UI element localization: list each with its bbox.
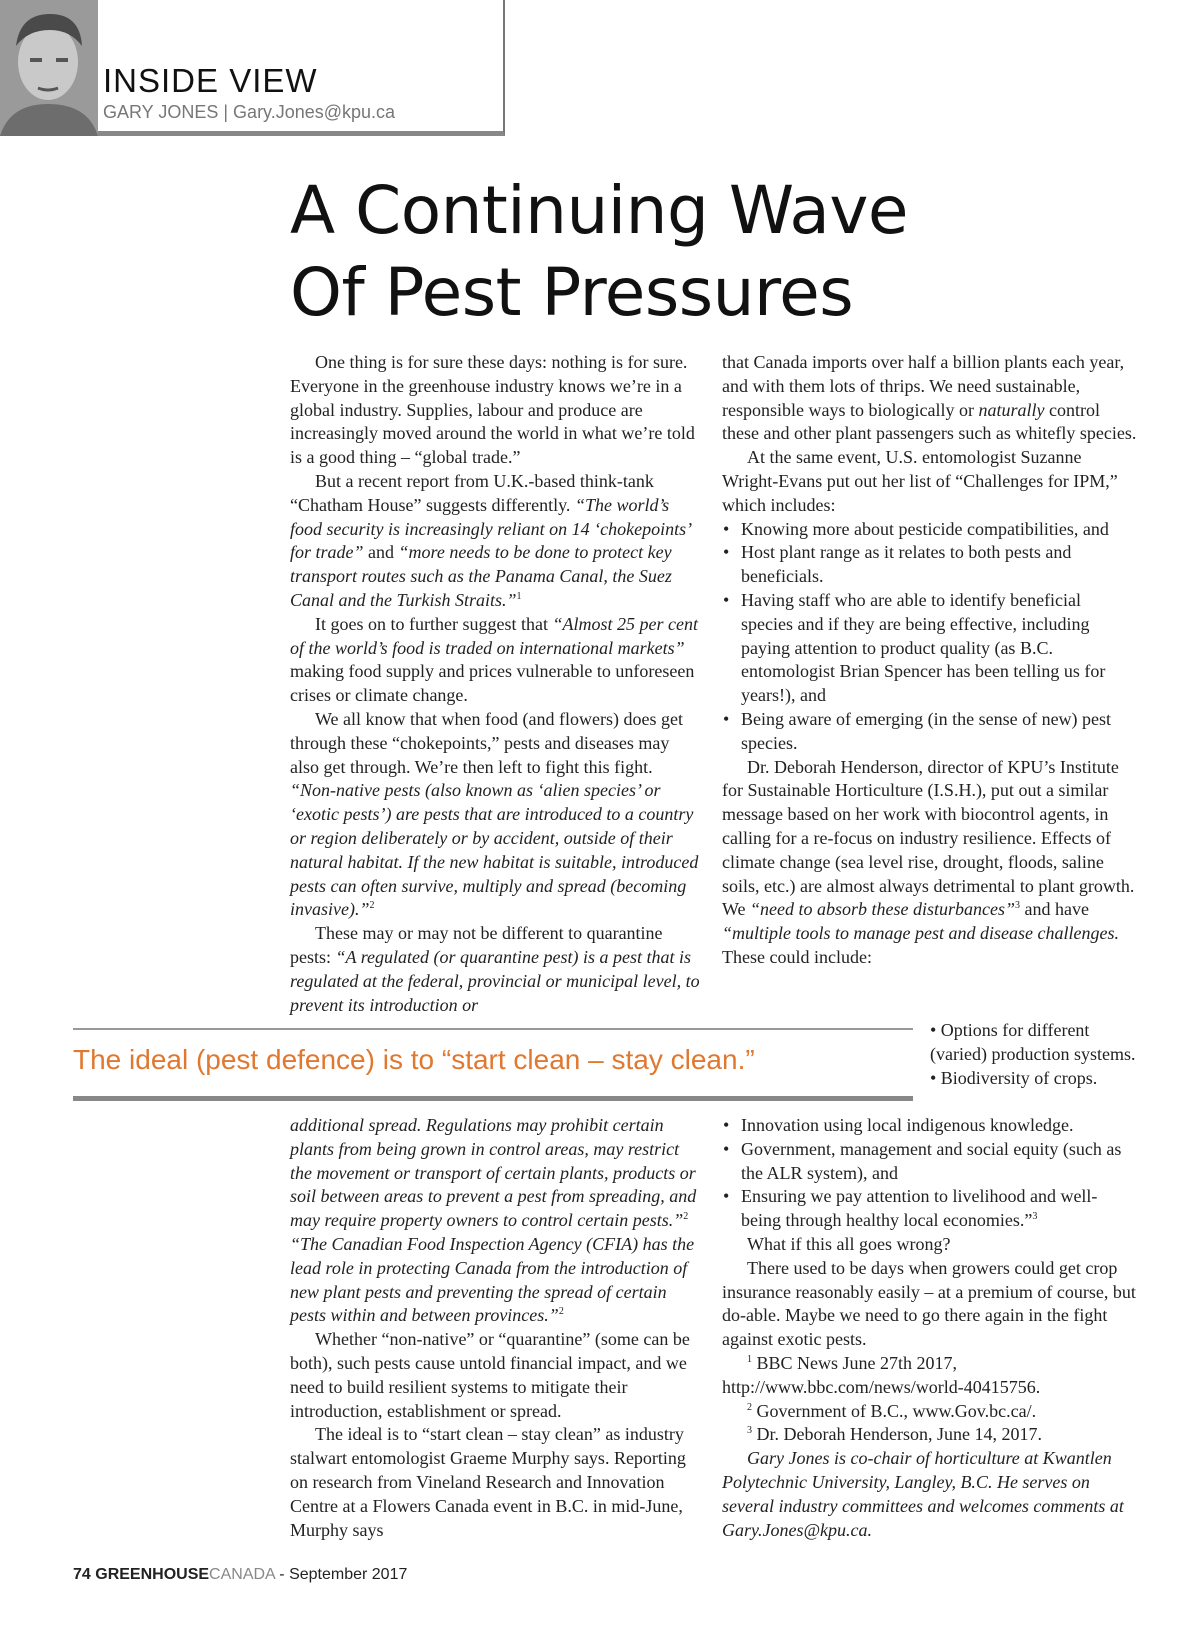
column-1-top [290, 351, 700, 1017]
paragraph: One thing is for sure these days: nothing is for sure. Everyone in the greenhouse industry knows we’re in a global industry. Supplies, labour and produce are increasingly moved around the world in what we’re told is a good thing – “global trade.” [290, 352, 695, 468]
paragraph: These may or may not be different to quarantine pests: “A regulated (or quarantine pest) is a pest that is regulated at the federal, provincial or municipal level, to prevent its introduction or [290, 923, 700, 1015]
paragraph: Whether “non-native” or “quarantine” (some can be both), such pests cause untold financial impact, and we need to build resilient systems to mitigate their introduction, establishment or spread. [290, 1329, 690, 1421]
list-item: • Having staff who are able to identify beneficial species and if they are being effective, including paying attention to product quality (as B.C. entomologist Brian Spencer has been telling us for years!), and [722, 589, 1137, 708]
paragraph: that Canada imports over half a billion plants each year, and with them lots of thrips. We need sustainable, responsible ways to biologically or naturally control these and other plant passengers such as whitefly species. [722, 352, 1137, 444]
author-byline: GARY JONES | Gary.Jones@kpu.ca [103, 102, 396, 122]
paragraph: What if this all goes wrong? [747, 1233, 951, 1254]
ipm-challenges-list [722, 518, 1137, 756]
magazine-name: GREENHOUSE [95, 1566, 210, 1583]
pull-quote-top-rule [73, 1028, 913, 1030]
list-item: • Knowing more about pesticide compatibilities, and [722, 518, 1137, 542]
paragraph: Dr. Deborah Henderson, director of KPU’s Institute for Sustainable Horticulture (I.S.H.), put out a similar message based on her work with biocontrol agents, in calling for a re-focus on industry resilience. Effects of climate change (sea level rise, drought, floods, saline soils, etc.) are almost always detrimental to plant growth. We “need to absorb these disturbances”$^3$ and have “multiple tools to manage pest and disease challenges. These could include: [722, 756, 1135, 967]
list-item: • Being aware of emerging (in the sense of new) pest species. [722, 708, 1137, 756]
pull-quote: The ideal (pest defence) is to “start clean – stay clean.” [73, 1044, 755, 1075]
paragraph: We all know that when food (and flowers) does get through these “chokepoints,” pests and diseases may also get through. We’re then left to fight this fight. “Non-native pests (also known as ‘alien species’ or ‘exotic pests’) are pests that are introduced to a country or region deliberately or by accident, outside of their natural habitat. If the new habitat is suitable, introduced pests can often survive, multiply and spread (becoming invasive).”$^2$ [290, 708, 699, 920]
resilience-list [722, 1114, 1137, 1233]
paragraph: It goes on to further suggest that “Almost 25 per cent of the world’s food is traded on international markets” making food supply and prices vulnerable to unforeseen crises or climate change. [290, 613, 698, 706]
footnote-2: $^2$ Government of B.C., www.Gov.bc.ca/. [747, 1400, 1037, 1421]
magazine-name-suffix: CANADA [209, 1566, 275, 1583]
footnote-1: $^1$ BBC News June 27th 2017, http://www.bbc.com/news/world-40415756. [722, 1352, 1041, 1397]
list-item: • Biodiversity of crops. [930, 1067, 1098, 1088]
footnote-3: $^3$ Dr. Deborah Henderson, June 14, 2017. [747, 1424, 1042, 1445]
author-bio: Gary Jones is co-chair of horticulture at Kwantlen Polytechnic University, Langley, B.C. He serves on several industry committees and welcomes comments at Gary.Jones@kpu.ca. [722, 1448, 1124, 1540]
paragraph: There used to be days when growers could get crop insurance reasonably easily – at a premium of course, but do-able. Maybe we need to go there again in the fight against exotic pests. [722, 1257, 1136, 1350]
list-item: • Ensuring we pay attention to livelihood and well-being through healthy local economies.”$^3$ [722, 1185, 1137, 1233]
list-item: • Options for different (varied) production systems. [930, 1020, 1136, 1064]
resilience-list-top [930, 1019, 1140, 1090]
column-2-top [722, 351, 1137, 970]
article-title [290, 170, 990, 334]
department-label: INSIDE VIEW [103, 62, 318, 99]
page-footer [73, 1566, 407, 1584]
column-1-bottom [290, 1114, 700, 1542]
page-number: 74 [73, 1566, 91, 1583]
list-item: • Host plant range as it relates to both pests and beneficials. [722, 541, 1137, 589]
title-line-2: Of Pest Pressures [290, 254, 854, 331]
title-line-1: A Continuing Wave [290, 172, 908, 249]
column-2-bottom [722, 1114, 1137, 1542]
list-item: • Innovation using local indigenous knowledge. [722, 1114, 1137, 1138]
paragraph: additional spread. Regulations may prohibit certain plants from being grown in control areas, may restrict the movement or transport of certain plants, products or soil between areas to prevent a pest from spreading, and may require property owners to control certain pests.”$^2$ “The Canadian Food Inspection Agency (CFIA) has the lead role in protecting Canada from the introduction of new plant pests and preventing the spread of certain pests within and between provinces.”$^2$ [290, 1115, 697, 1326]
issue-date: - September 2017 [279, 1566, 408, 1583]
pull-quote-bottom-rule [73, 1096, 913, 1101]
paragraph: At the same event, U.S. entomologist Suzanne Wright-Evans put out her list of “Challenges for IPM,” which includes: [722, 447, 1118, 515]
paragraph: But a recent report from U.K.-based think-tank “Chatham House” suggests differently. “The world’s food security is increasingly reliant on 14 ‘chokepoints’ for trade” and “more needs to be done to protect key transport routes such as the Panama Canal, the Suez Canal and the Turkish Straits.”$^1$ [290, 470, 691, 610]
author-photo [0, 0, 98, 136]
list-item: • Government, management and social equity (such as the ALR system), and [722, 1138, 1137, 1186]
paragraph: The ideal is to “start clean – stay clean” as industry stalwart entomologist Graeme Murphy says. Reporting on research from Vineland Research and Innovation Centre at a Flowers Canada event in B.C. in mid-June, Murphy says [290, 1424, 686, 1540]
